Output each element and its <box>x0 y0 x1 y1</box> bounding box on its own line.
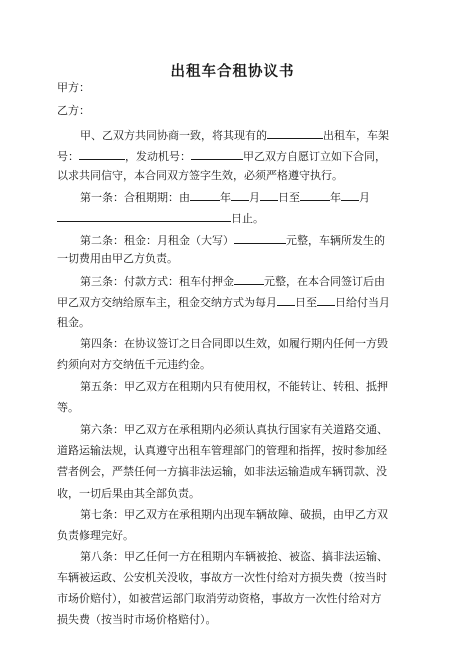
article-4-text: 第四条：在协议签订之日合同即以生效，如履行期内任何一方毁 <box>80 337 388 350</box>
article-8-line-1 <box>80 550 388 564</box>
article-3-line-3 <box>57 316 90 330</box>
article-5-text-2: 等。 <box>57 401 79 414</box>
article-8-text: 第八条：甲乙任何一方在租期内车辆被抢、被盗、搞非法运输、 <box>80 550 388 563</box>
to-label: 日至 <box>278 191 300 204</box>
article-2-text-3: 一切费用由甲乙方负责。 <box>57 252 178 265</box>
article-7-line-2 <box>57 529 134 543</box>
article-1-line-2 <box>57 210 264 226</box>
party-a-line <box>57 81 90 95</box>
frame-number-label: 号： <box>57 150 79 163</box>
end-year-blank <box>300 189 330 201</box>
month-label: 月 <box>249 191 260 204</box>
article-7-text-2: 负责修理完好。 <box>57 529 134 542</box>
article-2-line-1 <box>80 232 385 248</box>
article-3-text: 第三条：付款方式：租车付押金 <box>80 275 234 288</box>
article-6-line-1 <box>80 423 388 437</box>
start-month-blank <box>231 189 249 201</box>
pay-end-day-blank <box>317 294 335 306</box>
article-6-text-4: 收，一切后果由其全部负责。 <box>57 487 200 500</box>
article-6-text-2: 道路运输法规，认真遵守出租车管理部门的管理和指挥，按时参加经 <box>57 444 387 457</box>
intro-text-2: 出租车，车架 <box>323 129 389 142</box>
article-5-line-1 <box>80 380 388 394</box>
intro-text-1: 甲、乙双方共同协商一致，将其现有的 <box>80 129 267 142</box>
intro-text-4: 以求共同信守，本合同双方签字生效，必须严格遵守执行。 <box>57 169 343 182</box>
article-5-line-2 <box>57 401 79 415</box>
article-5-text: 第五条：甲乙双方在租期内只有使用权，不能转让、转租、抵押 <box>80 380 388 393</box>
month-label-2: 月 <box>359 191 370 204</box>
article-2-text: 第二条：租金：月租金（大写） <box>80 234 234 247</box>
start-year-blank <box>190 189 220 201</box>
party-a-label: 甲方： <box>57 81 90 94</box>
article-3-text-6: 租金。 <box>57 316 90 329</box>
article-8-line-3 <box>57 592 382 606</box>
intro-line-3 <box>57 169 343 183</box>
end-month-blank <box>341 189 359 201</box>
article-3-text-3: 甲乙双方交纳给原车主，租金交纳方式为每月 <box>57 296 277 309</box>
end-date-text: 日止。 <box>231 212 264 225</box>
party-b-line <box>57 104 90 118</box>
article-6-line-3 <box>57 465 387 479</box>
article-7-line-1 <box>80 508 388 522</box>
start-day-blank <box>260 189 278 201</box>
document-title: 出租车合租协议书 <box>170 64 295 80</box>
article-4-line-2 <box>57 358 211 372</box>
article-3-text-4: 日至 <box>295 296 317 309</box>
intro-line-2 <box>57 148 386 164</box>
article-3-text-5: 日给付当月 <box>335 296 390 309</box>
article-6-text-3: 营者例会，严禁任何一方搞非法运输，如非法运输造成车辆罚款、没 <box>57 465 387 478</box>
article-6-line-4 <box>57 487 200 501</box>
article-8-text-4: 损失费（按当时市场价格赔付）。 <box>57 613 217 626</box>
year-label: 年 <box>220 191 231 204</box>
article-6-line-2 <box>57 444 387 458</box>
article-1-text: 第一条：合租期期：由 <box>80 191 190 204</box>
engine-number-blank <box>191 148 243 160</box>
vehicle-blank <box>267 127 323 139</box>
article-8-text-2: 车辆被运政、公安机关没收，事故方一次性付给对方损失费（按当时 <box>57 571 387 584</box>
article-4-line-1 <box>80 337 388 351</box>
year-label-2: 年 <box>330 191 341 204</box>
article-3-line-2 <box>57 294 390 310</box>
frame-number-blank <box>79 148 125 160</box>
intro-line-1 <box>80 127 389 143</box>
rent-amount-blank <box>234 232 286 244</box>
article-8-line-2 <box>57 571 387 585</box>
intro-text-3: 甲乙双方自愿订立如下合同， <box>243 150 386 163</box>
party-b-label: 乙方： <box>57 104 90 117</box>
article-6-text: 第六条：甲乙双方在承租期内必须认真执行国家有关道路交通、 <box>80 423 388 436</box>
article-3-line-1 <box>80 273 385 289</box>
article-4-text-2: 约须向对方交纳伍千元违约金。 <box>57 358 211 371</box>
deposit-blank <box>234 273 264 285</box>
article-3-text-2: 元整，在本合同签订后由 <box>264 275 385 288</box>
engine-number-label: ，发动机号： <box>125 150 191 163</box>
article-2-text-2: 元整，车辆所发生的 <box>286 234 385 247</box>
pay-start-day-blank <box>277 294 295 306</box>
article-8-text-3: 市场价赔付），如被营运部门取消劳动资格，事故方一次性付给对方 <box>57 592 382 605</box>
article-8-line-4 <box>57 613 217 627</box>
article-7-text: 第七条：甲乙双方在承租期内出现车辆故障、破损，由甲乙方双 <box>80 508 388 521</box>
article-2-line-2 <box>57 252 178 266</box>
end-day-blank <box>57 210 231 222</box>
article-1-line-1 <box>80 189 370 205</box>
